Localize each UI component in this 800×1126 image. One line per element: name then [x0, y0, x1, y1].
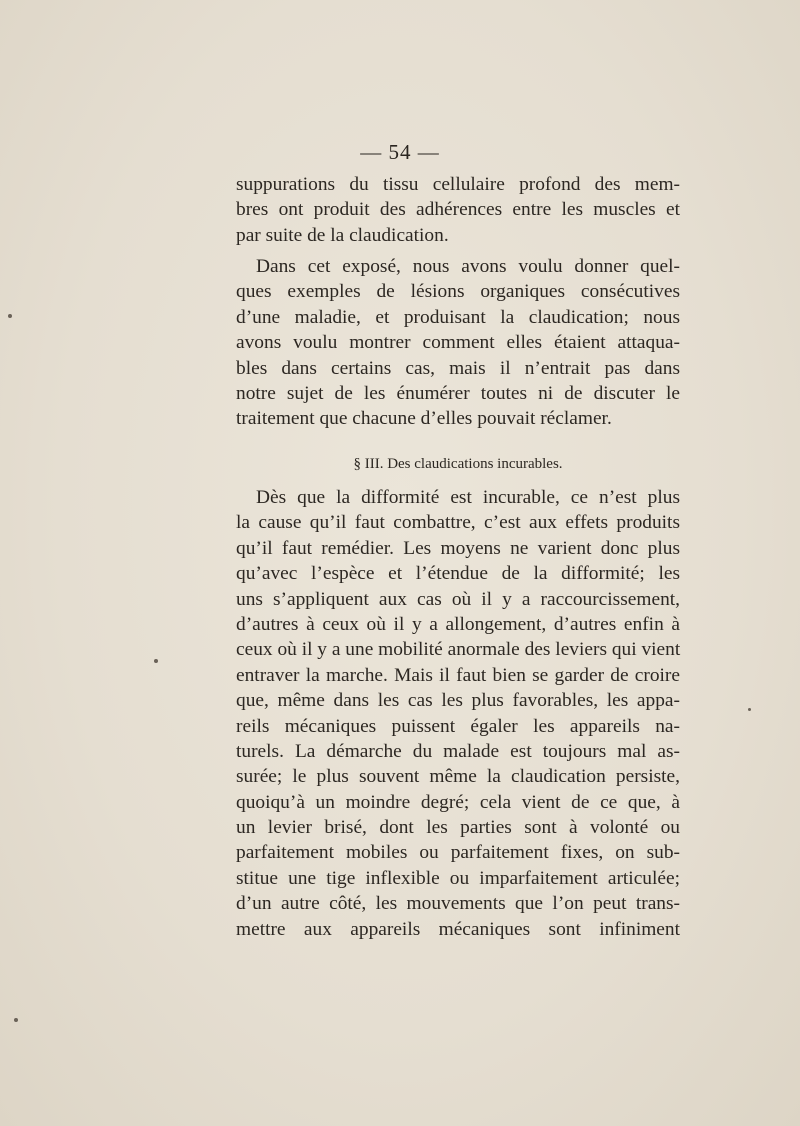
text-line: qu’avec l’espèce et l’étendue de la difformité; les — [236, 563, 680, 585]
text-line: ceux où il y a une mobilité anormale des leviers qui vient — [236, 639, 681, 661]
text-line: la cause qu’il faut combattre, c’est aux effets produits — [236, 512, 680, 534]
text-line: quoiqu’à un moindre degré; cela vient de ce que, à — [236, 791, 680, 813]
text-line: Dès que la difformité est incurable, ce n’est plus — [256, 487, 680, 508]
paragraph-1 — [236, 172, 680, 248]
text-line: bles dans certains cas, mais il n’entrait pas dans — [236, 357, 680, 379]
paper-speck — [14, 1018, 18, 1022]
text-line: stitue une tige inflexible ou imparfaitement articulée; — [236, 867, 680, 889]
text-line: avons voulu montrer comment elles étaient attaqua- — [236, 332, 680, 354]
page-number: — 54 — — [360, 140, 440, 164]
paper-speck — [154, 659, 158, 663]
text-line: mettre aux appareils mécaniques sont infiniment — [236, 918, 680, 940]
text-line: surée; le plus souvent même la claudication persiste, — [236, 766, 680, 788]
text-line: notre sujet de les énumérer toutes ni de discuter le — [236, 382, 680, 404]
text-line: d’autres à ceux où il y a allongement, d’autres enfin à — [236, 613, 680, 635]
text-line: turels. La démarche du malade est toujours mal as- — [236, 740, 680, 762]
text-line: parfaitement mobiles ou parfaitement fixes, on sub- — [236, 842, 680, 864]
text-line: uns s’appliquent aux cas où il y a raccourcissement, — [236, 588, 680, 610]
text-line: que, même dans les cas les plus favorables, les appa- — [236, 690, 680, 712]
text-line: qu’il faut remédier. Les moyens ne varient donc plus — [236, 537, 680, 559]
text-line: par suite de la claudication. — [236, 224, 449, 246]
text-line: suppurations du tissu cellulaire profond des mem- — [236, 174, 680, 195]
paper-speck — [748, 708, 751, 711]
text-line: d’une maladie, et produisant la claudication; nous — [236, 306, 680, 328]
paragraph-2 — [236, 254, 680, 432]
text-line: ques exemples de lésions organiques consécutives — [236, 281, 680, 303]
text-line: Dans cet exposé, nous avons voulu donner quel- — [256, 256, 680, 277]
paragraph-3 — [236, 485, 680, 942]
text-line: d’un autre côté, les mouvements que l’on peut trans- — [236, 893, 680, 915]
text-line: entraver la marche. Mais il faut bien se garder de croire — [236, 664, 680, 686]
text-line: reils mécaniques puissent égaler les appareils na- — [236, 715, 680, 737]
text-line: un levier brisé, dont les parties sont à volonté ou — [236, 817, 680, 839]
text-line: traitement que chacune d’elles pouvait réclamer. — [236, 408, 612, 430]
section-heading: § III. Des claudications incurables. — [353, 456, 563, 472]
text-line: bres ont produit des adhérences entre les muscles et — [236, 199, 680, 221]
paper-speck — [8, 314, 12, 318]
